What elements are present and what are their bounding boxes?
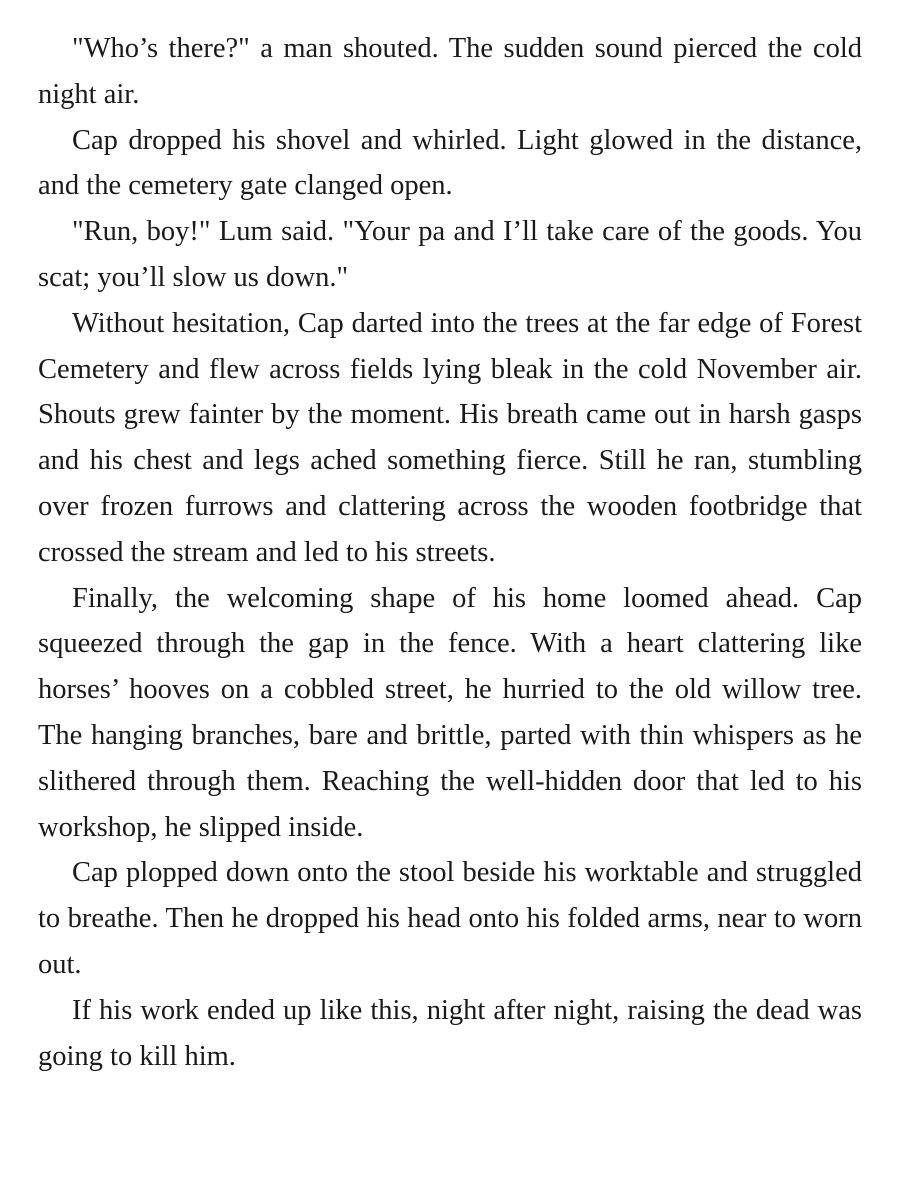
paragraph-4: Without hesitation, Cap darted into the trees at the far edge of Forest Cemetery and flew across fields lying bleak in the cold November air. Shouts grew fainter by the moment. His breath came out in harsh gasps and his chest and legs ached something fierce. Still he ran, stumbling over frozen furrows and clattering across the wooden footbridge that crossed the stream and led to his streets.: [38, 307, 862, 568]
paragraph-3: "Run, boy!" Lum said. "Your pa and I’ll take care of the goods. You scat; you’ll slow us down.": [38, 216, 862, 293]
book-page-body: [38, 26, 862, 1079]
paragraph-2: Cap dropped his shovel and whirled. Light glowed in the distance, and the cemetery gate clanged open.: [38, 124, 862, 202]
paragraph-7: If his work ended up like this, night after night, raising the dead was going to kill him.: [38, 994, 862, 1072]
paragraph-6: Cap plopped down onto the stool beside his worktable and struggled to breathe. Then he dropped his head onto his folded arms, near to worn out.: [38, 857, 862, 980]
paragraph-5: Finally, the welcoming shape of his home loomed ahead. Cap squeezed through the gap in the fence. With a heart clattering like horses’ hooves on a cobbled street, he hurried to the old willow tree. The hanging branches, bare and brittle, parted with thin whispers as he slithered through them. Reaching the well-hidden door that led to his workshop, he slipped inside.: [38, 582, 862, 843]
paragraph-1: "Who’s there?" a man shouted. The sudden sound pierced the cold night air.: [38, 33, 862, 110]
